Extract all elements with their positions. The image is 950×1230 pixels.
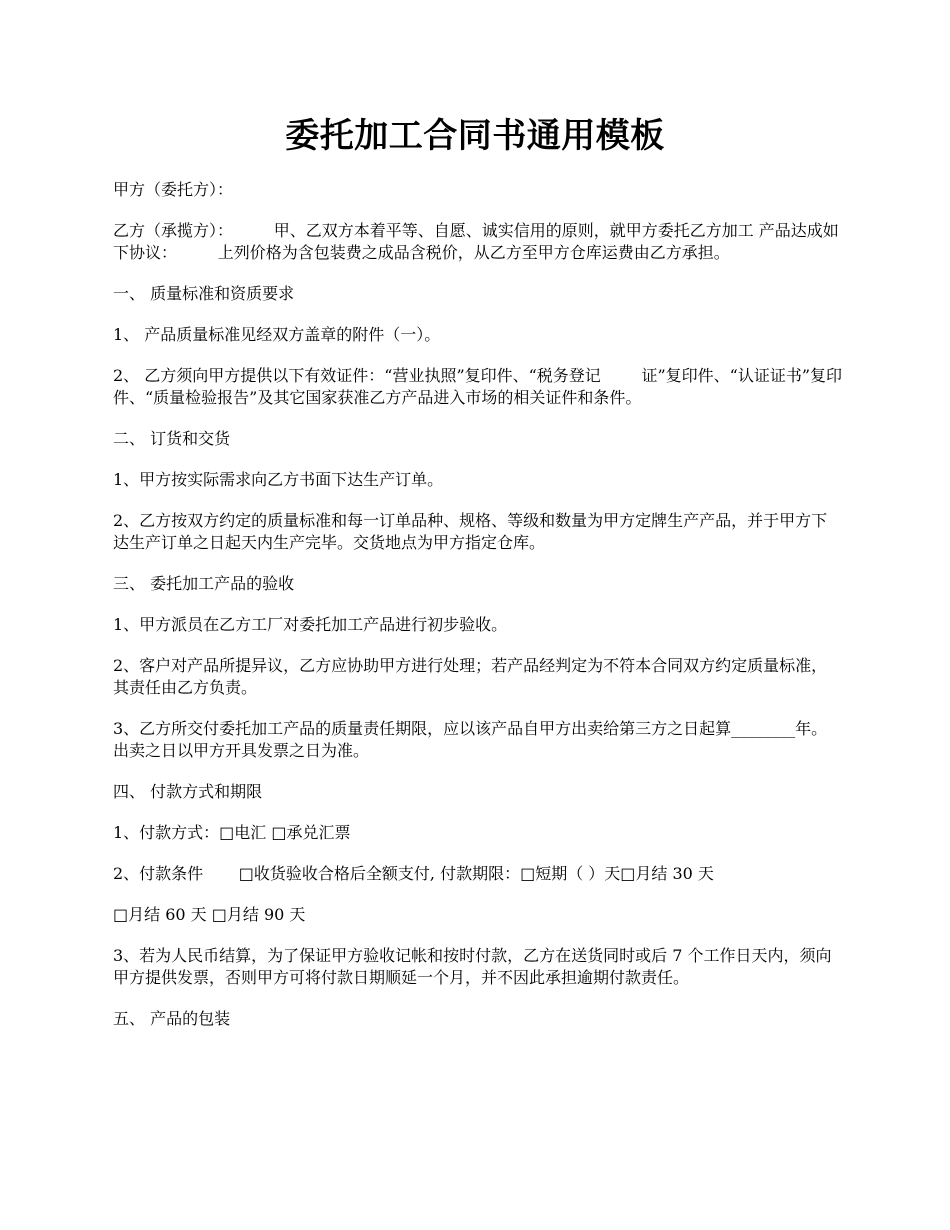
section-1-item-2: 2、 乙方须向甲方提供以下有效证件：“营业执照”复印件、“税务登记 证”复印件、“认证证书”复印件、“质量检验报告”及其它国家获准乙方产品进入市场的相关证件和条件。 [113,366,843,407]
section-3-heading: 三、 委托加工产品的验收 [113,574,295,593]
section-3-item-1: 1、甲方派员在乙方工厂对委托加工产品进行初步验收。 [113,615,508,634]
party-a-line: 甲方（委托方）： [113,180,234,199]
section-4-item-3: 3、若为人民币结算，为了保证甲方验收记帐和按时付款，乙方在送货同时或后 7 个工作日天内，须向甲方提供发票，否则甲方可将付款日期顺延一个月，并不因此承担逾期付款责任。 [113,946,832,987]
document-body [113,179,843,1049]
section-4-item-1: 1、付款方式：□电汇 □承兑汇票 [113,823,351,842]
section-5-heading: 五、 产品的包装 [113,1009,231,1028]
section-1-item-1: 1、 产品质量标准见经双方盖章的附件（一）。 [113,325,441,344]
section-2-heading: 二、 订货和交货 [113,429,231,448]
section-2-item-2: 2、乙方按双方约定的质量标准和每一订单品种、规格、等级和数量为甲方定牌生产产品，并于甲方下达生产订单之日起天内生产完毕。交货地点为甲方指定仓库。 [113,511,828,552]
section-3-item-3: 3、乙方所交付委托加工产品的质量责任期限，应以该产品自甲方出卖给第三方之日起算________年。出卖之日以甲方开具发票之日为准。 [113,719,828,760]
section-4-item-2: 2、付款条件 □收货验收合格后全额支付, 付款期限：□短期（ ）天□月结 30 天 [113,864,714,883]
section-4-heading: 四、 付款方式和期限 [113,782,263,801]
party-b-agreement-paragraph: 乙方（承揽方）： 甲、乙双方本着平等、自愿、诚实信用的原则，就甲方委托乙方加工 产品达成如下协议： 上列价格为含包装费之成品含税价，从乙方至甲方仓库运费由乙方承担。 [113,221,839,262]
document-title: 委托加工合同书通用模板 [285,116,665,156]
section-2-item-1: 1、甲方按实际需求向乙方书面下达生产订单。 [113,470,444,489]
section-3-item-2: 2、客户对产品所提异议，乙方应协助甲方进行处理；若产品经判定为不符本合同双方约定质量标准，其责任由乙方负责。 [113,656,828,697]
section-1-heading: 一、 质量标准和资质要求 [113,284,295,303]
section-4-item-2-continued: □月结 60 天 □月结 90 天 [113,905,306,924]
